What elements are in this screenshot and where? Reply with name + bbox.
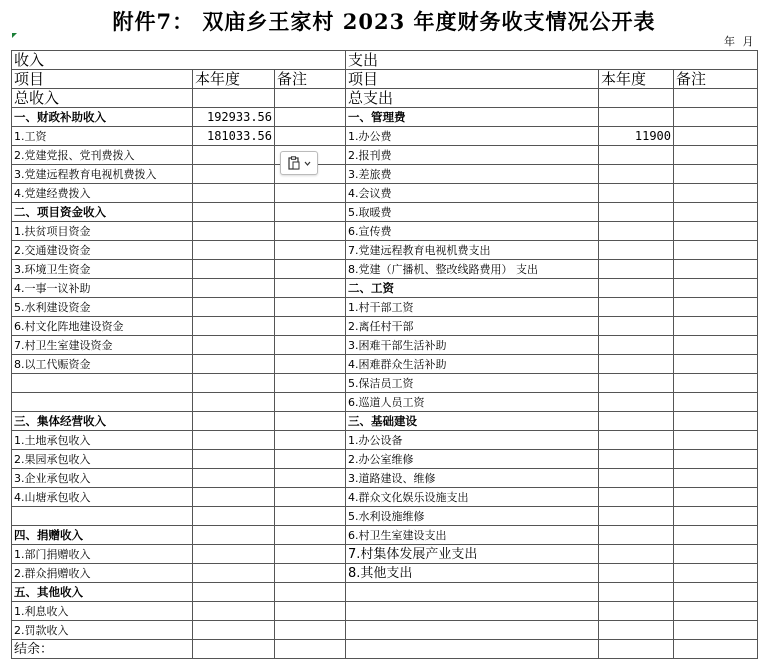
income-note-cell[interactable] [275,298,346,317]
income-item-cell[interactable]: 1.利息收入 [12,602,193,621]
expense-header[interactable]: 支出 [346,51,758,70]
expense-note-cell[interactable] [674,279,758,298]
clipboard-icon [287,156,301,170]
expense-col-year[interactable]: 本年度 [599,70,674,89]
expense-value-cell[interactable]: 11900 [599,127,674,146]
expense-value-cell[interactable] [599,488,674,507]
expense-note-cell[interactable] [674,545,758,564]
income-note-cell[interactable] [275,317,346,336]
expense-item-cell[interactable]: 3.差旅费 [346,165,599,184]
expense-value-cell[interactable] [599,507,674,526]
balance-label[interactable]: 结余： [12,640,193,659]
income-note-cell[interactable] [275,488,346,507]
income-note-cell[interactable] [275,469,346,488]
expense-item-cell[interactable]: 1.办公费 [346,127,599,146]
expense-value-cell[interactable] [599,241,674,260]
expense-item-cell[interactable]: 3.困难干部生活补助 [346,336,599,355]
balance-cell[interactable] [674,640,758,659]
table-row [12,317,758,336]
income-value-cell[interactable] [193,412,275,431]
table-row [12,165,758,184]
expense-item-cell[interactable]: 4.群众文化娱乐设施支出 [346,488,599,507]
income-value-cell[interactable] [193,450,275,469]
income-note-cell[interactable] [275,602,346,621]
expense-value-cell[interactable] [599,165,674,184]
income-value-cell[interactable] [193,583,275,602]
income-note-cell[interactable] [275,621,346,640]
expense-value-cell[interactable] [599,602,674,621]
expense-note-cell[interactable] [674,412,758,431]
income-value-cell[interactable] [193,374,275,393]
expense-item-cell[interactable]: 一、管理费 [346,108,599,127]
income-item-cell[interactable]: 四、捐赠收入 [12,526,193,545]
income-value-cell[interactable] [193,336,275,355]
total-expense-label[interactable]: 总支出 [346,89,599,108]
income-item-cell[interactable] [12,507,193,526]
table-row [12,488,758,507]
expense-item-cell[interactable]: 8.党建（广播机、整改线路费用） 支出 [346,260,599,279]
expense-item-cell[interactable]: 2.离任村干部 [346,317,599,336]
income-item-cell[interactable]: 6.村文化阵地建设资金 [12,317,193,336]
income-value-cell[interactable] [193,355,275,374]
income-note-cell[interactable] [275,336,346,355]
table-row [12,184,758,203]
expense-item-cell[interactable]: 7.党建远程教育电视机费支出 [346,241,599,260]
income-note-cell[interactable] [275,412,346,431]
balance-cell[interactable] [193,640,275,659]
income-item-cell[interactable]: 2.党建党报、党刊费拨入 [12,146,193,165]
expense-note-cell[interactable] [674,450,758,469]
expense-value-cell[interactable] [599,469,674,488]
expense-note-cell[interactable] [674,241,758,260]
page-title: 附件7： 双庙乡王家村 2023 年度财务收支情况公开表 [112,9,656,34]
expense-note-cell[interactable] [674,564,758,583]
expense-note-cell[interactable] [674,184,758,203]
expense-item-cell[interactable]: 1.办公设备 [346,431,599,450]
income-value-cell[interactable] [193,203,275,222]
income-note-cell[interactable] [275,108,346,127]
income-value-cell[interactable] [193,222,275,241]
expense-note-cell[interactable] [674,393,758,412]
income-item-cell[interactable]: 1.部门捐赠收入 [12,545,193,564]
table-row [12,412,758,431]
income-value-cell[interactable] [193,260,275,279]
income-value-cell[interactable] [193,488,275,507]
income-item-cell[interactable] [12,374,193,393]
expense-item-cell[interactable] [346,602,599,621]
expense-item-cell[interactable]: 8.其他支出 [346,564,599,583]
income-note-cell[interactable] [275,545,346,564]
expense-item-cell[interactable]: 三、基础建设 [346,412,599,431]
income-item-cell[interactable]: 4.山塘承包收入 [12,488,193,507]
income-col-item[interactable]: 项目 [12,70,193,89]
table-row [12,507,758,526]
income-value-cell[interactable] [193,621,275,640]
income-item-cell[interactable]: 一、财政补助收入 [12,108,193,127]
expense-note-cell[interactable] [674,317,758,336]
income-note-cell[interactable] [275,393,346,412]
table-row [12,393,758,412]
expense-item-cell[interactable]: 2.报刊费 [346,146,599,165]
income-note-cell[interactable] [275,431,346,450]
income-value-cell[interactable]: 181033.56 [193,127,275,146]
income-item-cell[interactable]: 1.土地承包收入 [12,431,193,450]
finance-table[interactable] [11,32,758,659]
expense-note-cell[interactable] [674,469,758,488]
income-value-cell[interactable] [193,602,275,621]
income-item-cell[interactable]: 5.水利建设资金 [12,298,193,317]
expense-note-cell[interactable] [674,621,758,640]
table-row [12,545,758,564]
expense-value-cell[interactable] [599,279,674,298]
expense-note-cell[interactable] [674,203,758,222]
paste-options-button[interactable] [280,151,318,175]
expense-note-cell[interactable] [674,431,758,450]
table-row [12,640,758,659]
income-item-cell[interactable]: 3.党建远程教育电视机费拨入 [12,165,193,184]
expense-item-cell[interactable]: 4.会议费 [346,184,599,203]
expense-value-cell[interactable] [599,412,674,431]
total-income-label[interactable]: 总收入 [12,89,193,108]
income-value-cell[interactable] [193,241,275,260]
income-item-cell[interactable]: 7.村卫生室建设资金 [12,336,193,355]
expense-value-cell[interactable] [599,184,674,203]
expense-value-cell[interactable] [599,621,674,640]
income-item-cell[interactable]: 二、项目资金收入 [12,203,193,222]
table-row [12,431,758,450]
expense-col-item[interactable]: 项目 [346,70,599,89]
income-value-cell[interactable] [193,469,275,488]
income-item-cell[interactable]: 2.果园承包收入 [12,450,193,469]
expense-value-cell[interactable] [599,431,674,450]
table-row [12,469,758,488]
expense-value-cell[interactable] [599,393,674,412]
income-value-cell[interactable] [193,507,275,526]
income-item-cell[interactable]: 三、集体经营收入 [12,412,193,431]
balance-cell[interactable] [275,640,346,659]
expense-note-cell[interactable] [674,222,758,241]
expense-value-cell[interactable] [599,108,674,127]
expense-value-cell[interactable] [599,583,674,602]
income-value-cell[interactable] [193,146,275,165]
income-value-cell[interactable]: 192933.56 [193,108,275,127]
income-item-cell[interactable]: 3.企业承包收入 [12,469,193,488]
table-row [12,222,758,241]
year-month-label: 年 月 [599,32,758,51]
expense-item-cell[interactable]: 5.保洁员工资 [346,374,599,393]
income-value-cell[interactable] [193,393,275,412]
expense-value-cell[interactable] [599,564,674,583]
income-item-cell[interactable]: 2.交通建设资金 [12,241,193,260]
table-row [12,279,758,298]
expense-value-cell[interactable] [599,317,674,336]
balance-cell[interactable] [599,640,674,659]
table-row [12,298,758,317]
expense-note-cell[interactable] [674,526,758,545]
expense-item-cell[interactable]: 2.办公室维修 [346,450,599,469]
chevron-down-icon [304,160,311,167]
income-note-cell[interactable] [275,526,346,545]
table-row [12,146,758,165]
income-value-cell[interactable] [193,431,275,450]
table-row [12,241,758,260]
expense-item-cell[interactable]: 1.村干部工资 [346,298,599,317]
income-note-cell[interactable] [275,583,346,602]
expense-value-cell[interactable] [599,298,674,317]
income-item-cell[interactable]: 五、其他收入 [12,583,193,602]
table-row [12,374,758,393]
income-item-cell[interactable]: 1.扶贫项目资金 [12,222,193,241]
income-note-cell[interactable] [275,279,346,298]
expense-value-cell[interactable] [599,336,674,355]
expense-note-cell[interactable] [674,108,758,127]
balance-cell[interactable] [346,640,599,659]
expense-note-cell[interactable] [674,127,758,146]
table-row [12,127,758,146]
expense-note-cell[interactable] [674,507,758,526]
expense-note-cell[interactable] [674,602,758,621]
income-value-cell[interactable] [193,317,275,336]
expense-item-cell[interactable]: 二、工资 [346,279,599,298]
income-value-cell[interactable] [193,165,275,184]
expense-value-cell[interactable] [599,526,674,545]
table-row [12,602,758,621]
expense-value-cell[interactable] [599,355,674,374]
expense-value-cell[interactable] [599,545,674,564]
income-note-cell[interactable] [275,450,346,469]
expense-value-cell[interactable] [599,222,674,241]
expense-note-cell[interactable] [674,260,758,279]
table-row [12,564,758,583]
expense-item-cell[interactable]: 6.村卫生室建设支出 [346,526,599,545]
income-item-cell[interactable]: 4.一事一议补助 [12,279,193,298]
income-note-cell[interactable] [275,184,346,203]
income-note-cell[interactable] [275,222,346,241]
income-col-note[interactable]: 备注 [275,70,346,89]
expense-note-cell[interactable] [674,374,758,393]
expense-item-cell[interactable]: 5.水利设施维修 [346,507,599,526]
expense-item-cell[interactable]: 3.道路建设、维修 [346,469,599,488]
table-row [12,621,758,640]
expense-item-cell[interactable] [346,583,599,602]
income-note-cell[interactable] [275,260,346,279]
table-row [12,526,758,545]
expense-item-cell[interactable]: 5.取暖费 [346,203,599,222]
income-value-cell[interactable] [193,298,275,317]
expense-item-cell[interactable]: 6.宣传费 [346,222,599,241]
expense-note-cell[interactable] [674,355,758,374]
expense-note-cell[interactable] [674,488,758,507]
expense-value-cell[interactable] [599,260,674,279]
income-header[interactable]: 收入 [12,51,346,70]
income-note-cell[interactable] [275,355,346,374]
expense-note-cell[interactable] [674,165,758,184]
income-value-cell[interactable] [193,184,275,203]
income-value-cell[interactable] [193,564,275,583]
income-note-cell[interactable] [275,374,346,393]
income-item-cell[interactable]: 2.罚款收入 [12,621,193,640]
expense-item-cell[interactable]: 6.巡道人员工资 [346,393,599,412]
income-value-cell[interactable] [193,526,275,545]
expense-item-cell[interactable] [346,621,599,640]
table-row [12,203,758,222]
income-note-cell[interactable] [275,507,346,526]
income-value-cell[interactable] [193,545,275,564]
expense-value-cell[interactable] [599,146,674,165]
income-note-cell[interactable] [275,564,346,583]
table-row [12,336,758,355]
expense-note-cell[interactable] [674,336,758,355]
expense-value-cell[interactable] [599,203,674,222]
income-item-cell[interactable]: 3.环境卫生资金 [12,260,193,279]
expense-col-note[interactable]: 备注 [674,70,758,89]
expense-item-cell[interactable]: 4.困难群众生活补助 [346,355,599,374]
income-col-year[interactable]: 本年度 [193,70,275,89]
expense-note-cell[interactable] [674,583,758,602]
expense-value-cell[interactable] [599,374,674,393]
table-row [12,260,758,279]
income-note-cell[interactable] [275,203,346,222]
income-note-cell[interactable] [275,127,346,146]
income-note-cell[interactable] [275,241,346,260]
table-row [12,450,758,469]
income-item-cell[interactable]: 2.群众捐赠收入 [12,564,193,583]
table-row [12,108,758,127]
expense-note-cell[interactable] [674,298,758,317]
income-item-cell[interactable]: 4.党建经费拨入 [12,184,193,203]
income-value-cell[interactable] [193,279,275,298]
income-item-cell[interactable]: 1.工资 [12,127,193,146]
table-row [12,355,758,374]
table-row [12,583,758,602]
income-item-cell[interactable] [12,393,193,412]
expense-note-cell[interactable] [674,146,758,165]
expense-item-cell[interactable]: 7.村集体发展产业支出 [346,545,599,564]
expense-value-cell[interactable] [599,450,674,469]
income-item-cell[interactable]: 8.以工代赈资金 [12,355,193,374]
